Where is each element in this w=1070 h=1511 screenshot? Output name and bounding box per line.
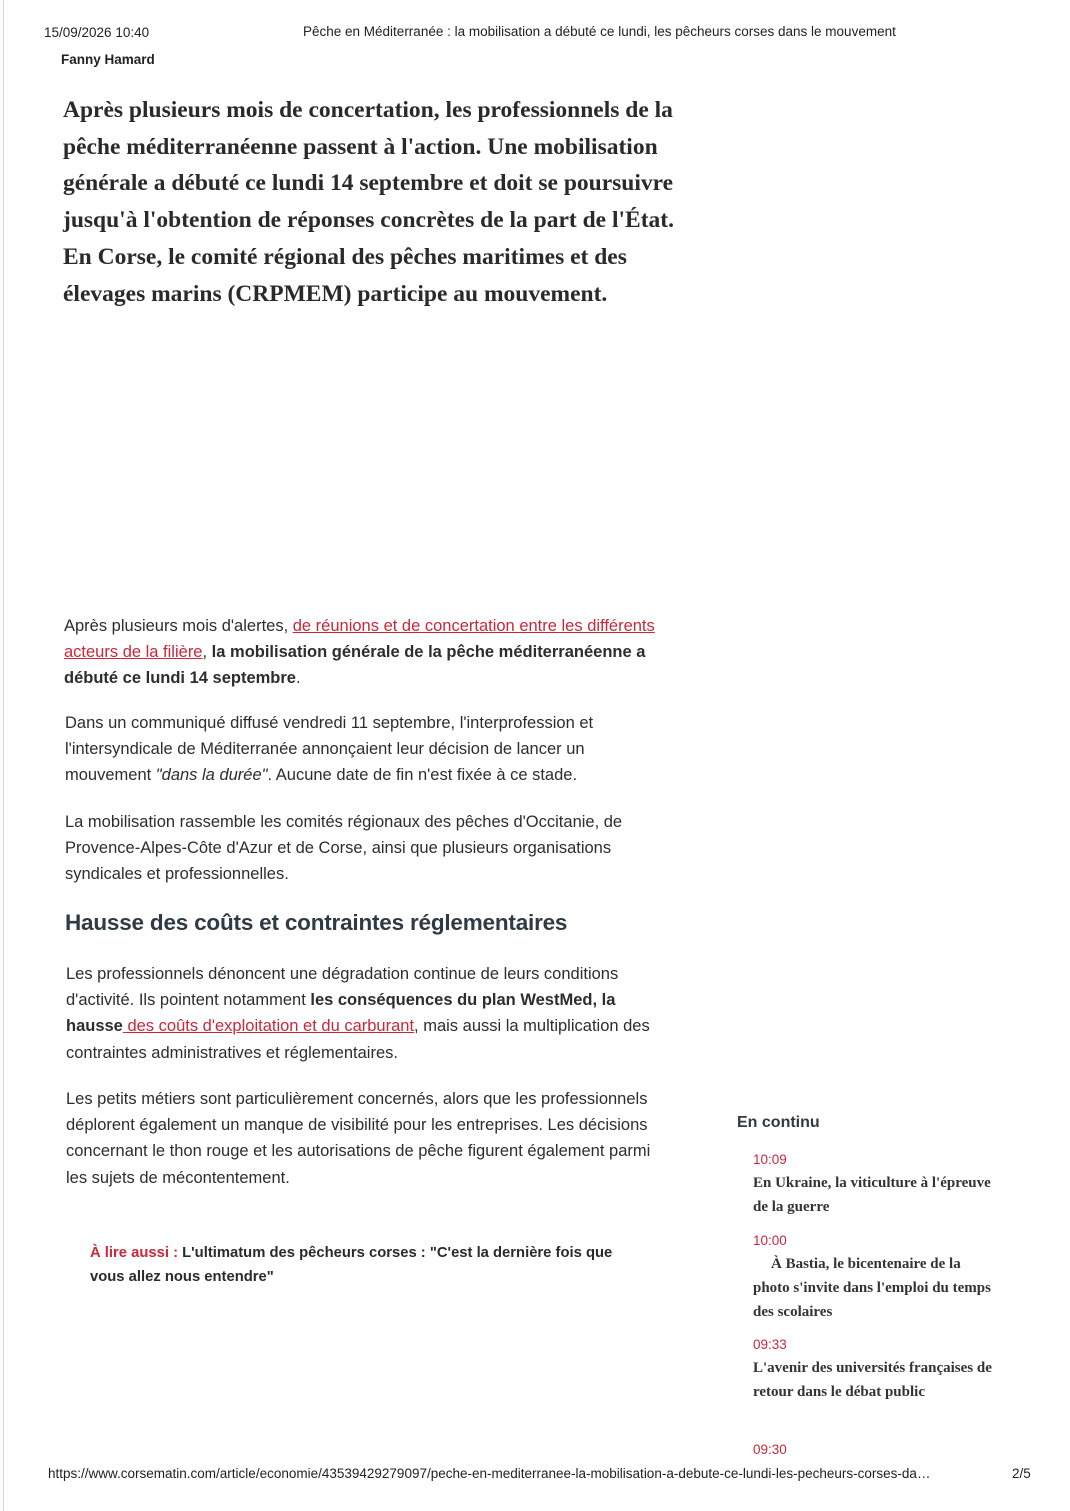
print-datetime: 15/09/2026 10:40 [44,25,150,40]
news-headline[interactable]: À Bastia, le bicentenaire de la photo s'invite dans l'emploi du temps des scolaires [753,1256,991,1320]
paragraph-5: Les petits métiers sont particulièrement concernés, alors que les professionnels déplorent également un manque de visibilité pour les entreprises. Les décisions concernant le thon rouge et les autorisations de pêche figurent également parmi les sujets de mécontentement. [66,1090,651,1187]
read-also-link[interactable]: L'ultimatum des pêcheurs corses : "C'est la dernière fois que vous allez nous entendre" [90,1245,613,1285]
paragraph-4-bold: les conséquences du plan WestMed, la hausse [66,991,616,1036]
paragraph-1-text-end: . [295,669,301,688]
news-item[interactable] [753,1336,993,1405]
paragraph-1-separator: , [202,643,212,662]
news-time: 09:33 [753,1337,787,1352]
news-time: 10:09 [753,1152,787,1167]
news-time: 09:30 [753,1442,787,1457]
news-headline[interactable]: L'avenir des universités françaises de retour dans le débat public [753,1360,992,1400]
paragraph-4 [66,961,666,1066]
paragraph-1 [64,613,664,692]
news-item[interactable] [753,1232,993,1324]
paragraph-4-text-end: , mais aussi la multiplication des contraintes administratives et réglementaires. [66,1017,650,1062]
paragraph-1-text-start: Après plusieurs mois d'alertes, [64,617,293,635]
section-subheading: Hausse des coûts et contraintes réglementaires [65,910,568,935]
paragraph-2 [65,710,665,789]
en-continu-title: En continu [737,1114,820,1131]
concertation-link[interactable]: de réunions et de concertation entre les différents acteurs de la filière [64,617,655,662]
print-page-title: Pêche en Méditerranée : la mobilisation a débuté ce lundi, les pêcheurs corses dans le mouvement [303,24,896,39]
paragraph-3: La mobilisation rassemble les comités régionaux des pêches d'Occitanie, de Provence-Alpes-Côte d'Azur et de Corse, ainsi que plusieurs organisations syndicales et professionnelles. [65,813,623,884]
costs-link[interactable]: des coûts d'exploitation et du carburant [122,1017,415,1036]
read-also-prefix: À lire aussi : [90,1245,183,1261]
news-headline[interactable]: En Ukraine, la viticulture à l'épreuve de la guerre [753,1175,991,1215]
footer-url: https://www.corsematin.com/article/economie/43539429279097/peche-en-mediterranee-la-mobilisation-a-debute-ce-lundi-les-pecheurs-corses-da… [48,1466,931,1481]
news-item[interactable] [753,1441,993,1459]
scan-edge-line [3,0,4,1511]
news-item[interactable] [753,1151,993,1220]
paragraph-4-text-start: Les professionnels dénoncent une dégradation continue de leurs conditions d'activité. Ils pointent notamment [66,965,619,1010]
paragraph-1-bold: la mobilisation générale de la pêche méditerranéenne a débuté ce lundi 14 septembre [64,643,646,688]
paragraph-2-text-start: Dans un communiqué diffusé vendredi 11 septembre, l'interprofession et l'intersyndicale de Méditerranée annonçaient leur décision de lancer un mouvement [65,714,594,785]
news-time: 10:00 [753,1233,787,1248]
paragraph-2-text-end: . Aucune date de fin n'est fixée à ce stade. [267,766,578,785]
article-author[interactable]: Fanny Hamard [61,52,155,67]
paragraph-2-quote: "dans la durée" [155,766,268,785]
article-lead: Après plusieurs mois de concertation, les professionnels de la pêche méditerranéenne passent à l'action. Une mobilisation générale a débuté ce lundi 14 septembre et doit se poursuivre jusqu'à l'obtention de réponses concrètes de la part de l'État. En Corse, le comité régional des pêches maritimes et des élevages marins (CRPMEM) participe au mouvement. [63,97,674,307]
read-also-block[interactable] [90,1241,650,1289]
footer-page-number: 2/5 [1012,1466,1031,1481]
